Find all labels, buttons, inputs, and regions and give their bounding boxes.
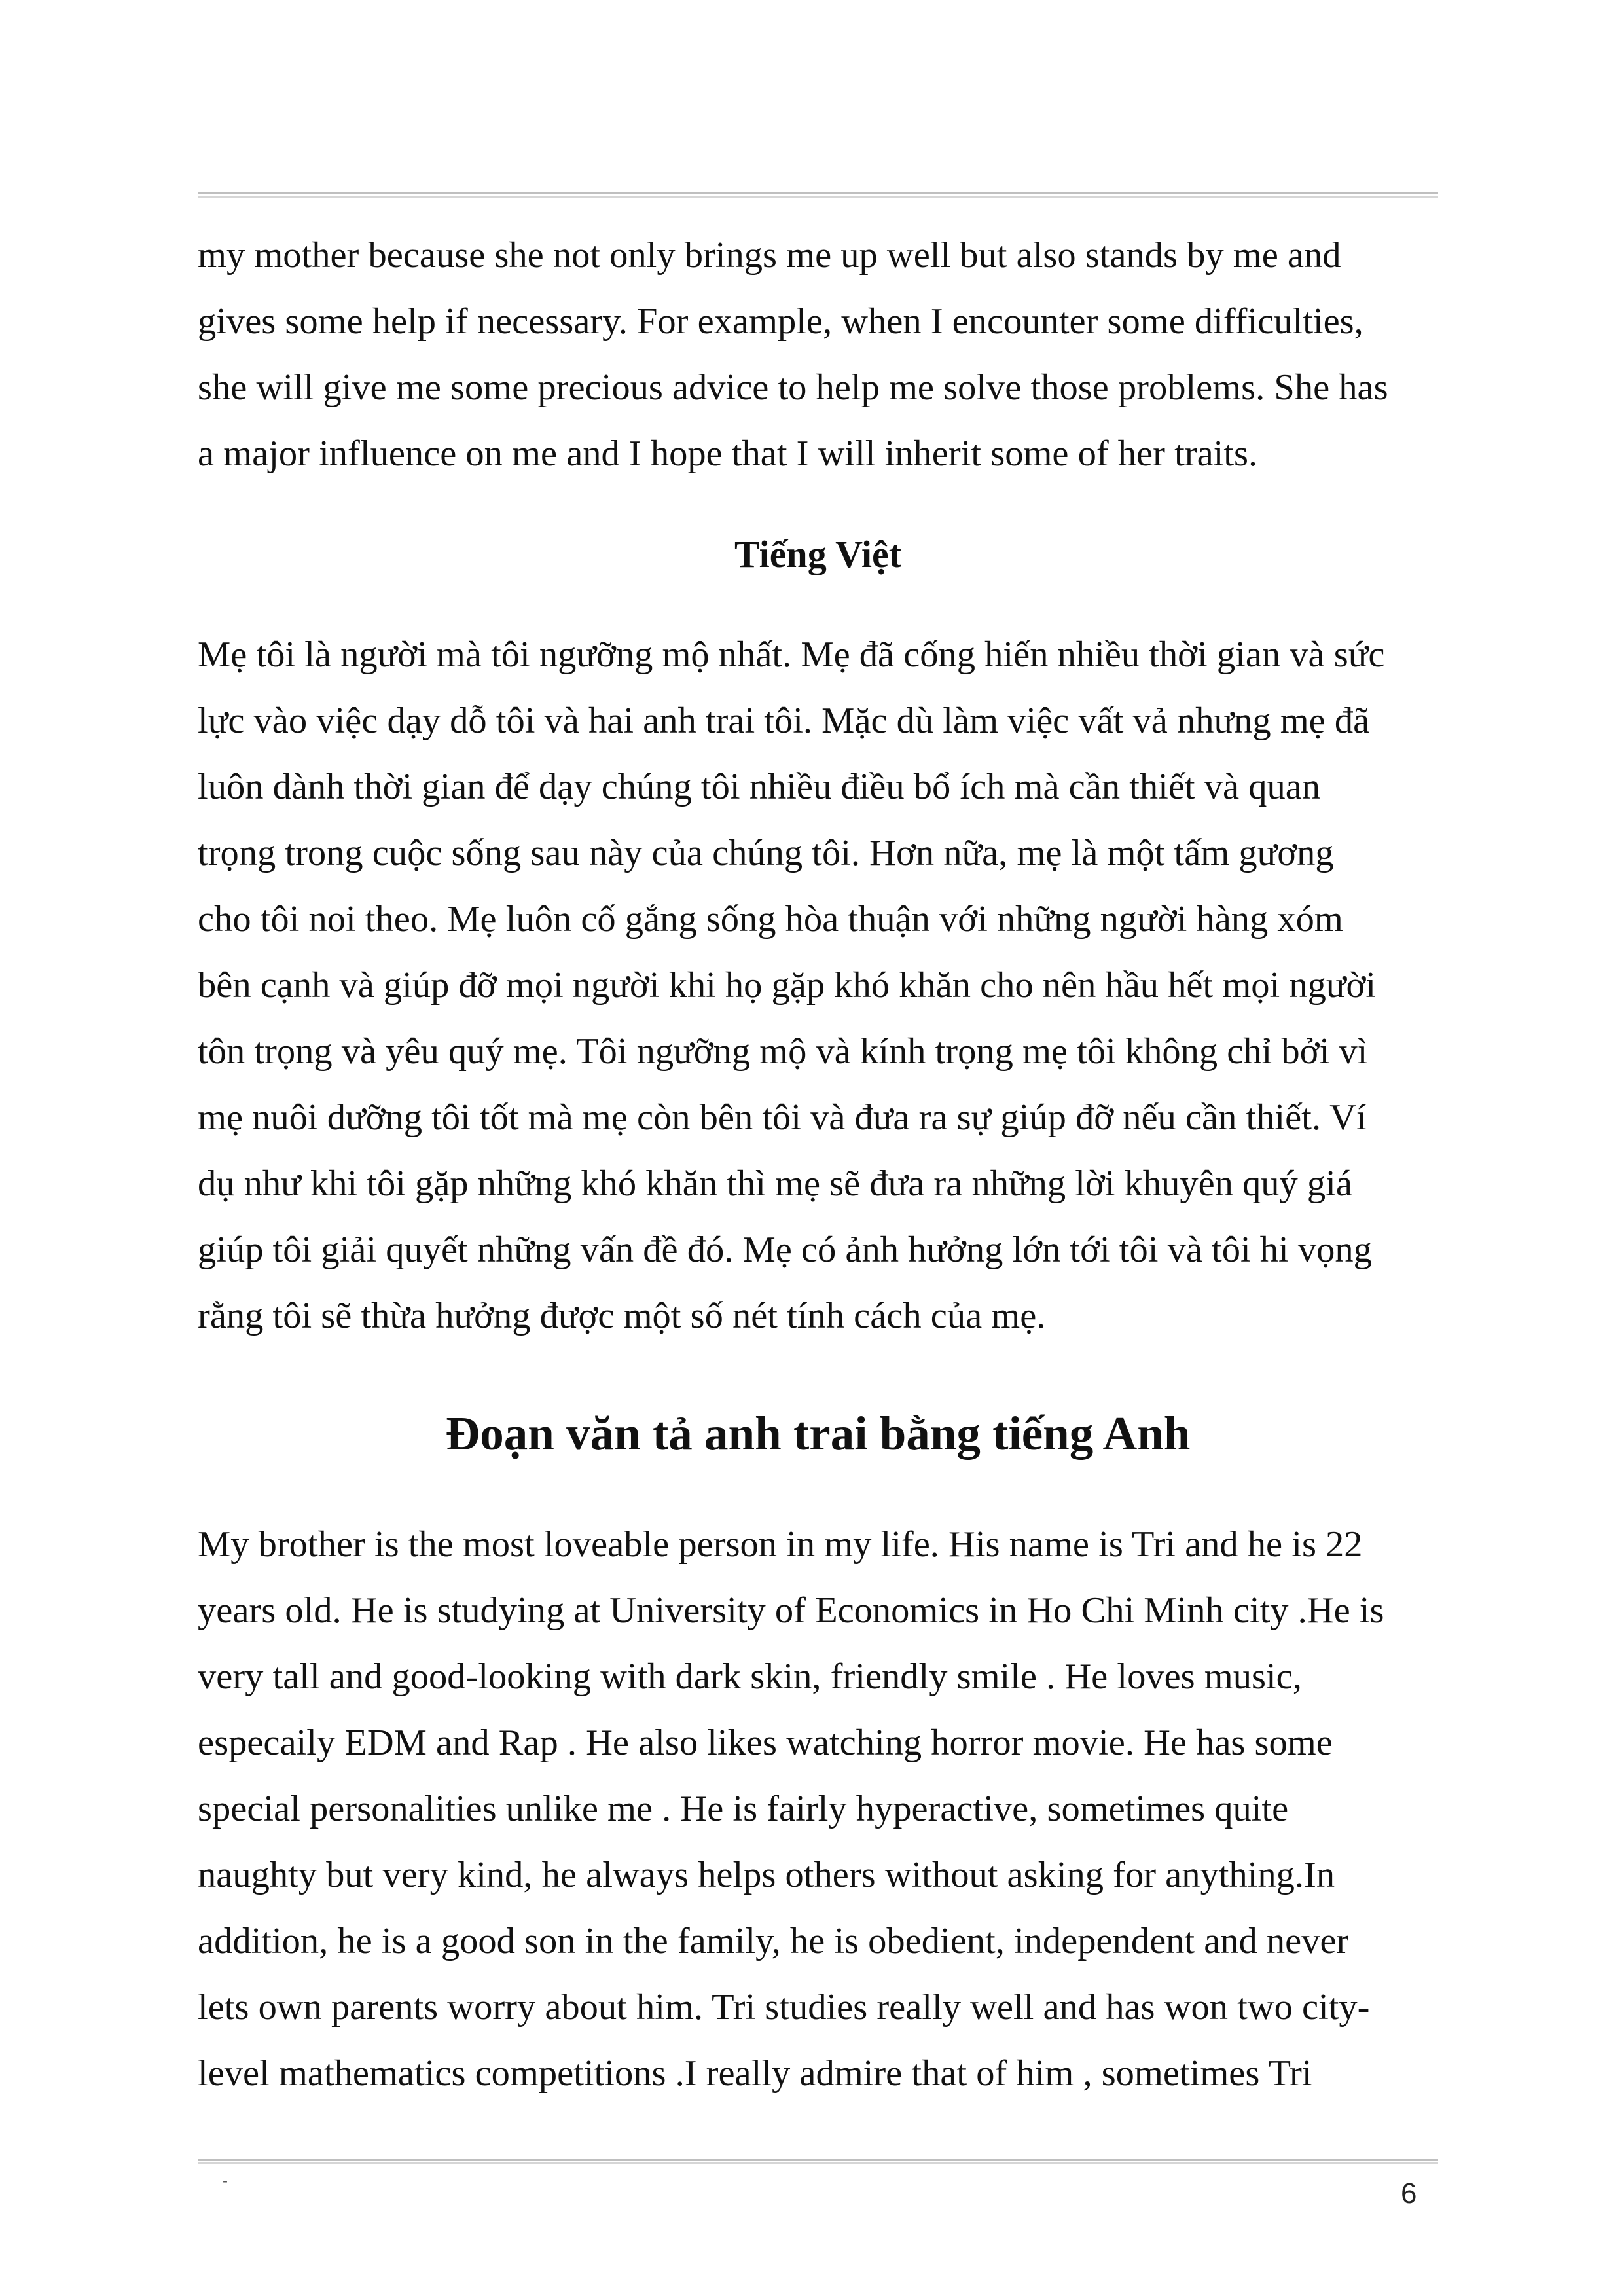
paragraph-line: very tall and good-looking with dark skin, friendly smile . He loves music, [198,1656,1302,1697]
brother-paragraph [198,1512,1438,2107]
paragraph-line: she will give me some precious advice to help me solve those problems. She has [198,367,1388,408]
paragraph-line: Mẹ tôi là người mà tôi ngưỡng mộ nhất. Mẹ đã cống hiến nhiều thời gian và sức [198,634,1385,675]
header-divider [198,192,1438,198]
footer-mark: - [223,2172,228,2190]
paragraph-line: lực vào việc dạy dỗ tôi và hai anh trai tôi. Mặc dù làm việc vất vả nhưng mẹ đã [198,701,1370,741]
paragraph-line: lets own parents worry about him. Tri studies really well and has won two city- [198,1987,1370,2028]
paragraph-line: naughty but very kind, he always helps others without asking for anything.In [198,1855,1335,1895]
paragraph-line: giúp tôi giải quyết những vấn đề đó. Mẹ có ảnh hưởng lớn tới tôi và tôi hi vọng [198,1230,1372,1270]
paragraph-line: rằng tôi sẽ thừa hưởng được một số nét tính cách của mẹ. [198,1296,1046,1336]
paragraph-line: years old. He is studying at University of Economics in Ho Chi Minh city .He is [198,1590,1384,1631]
paragraph-line: special personalities unlike me . He is fairly hyperactive, sometimes quite [198,1789,1289,1829]
paragraph-line: level mathematics competitions .I really admire that of him , sometimes Tri [198,2053,1312,2094]
paragraph-line: trọng trong cuộc sống sau này của chúng tôi. Hơn nữa, mẹ là một tấm gương [198,833,1334,873]
brother-section-heading: Đoạn văn tả anh trai bằng tiếng Anh [445,1407,1191,1460]
paragraph-line: especaily EDM and Rap . He also likes watching horror movie. He has some [198,1722,1333,1763]
footer-divider [198,2159,1438,2164]
paragraph-line: tôn trọng và yêu quý mẹ. Tôi ngưỡng mộ và kính trọng mẹ tôi không chỉ bởi vì [198,1031,1368,1072]
paragraph-line: dụ như khi tôi gặp những khó khăn thì mẹ sẽ đưa ra những lời khuyên quý giá [198,1163,1352,1204]
paragraph-line: luôn dành thời gian để dạy chúng tôi nhiều điều bổ ích mà cần thiết và quan [198,767,1321,807]
page-number: 6 [1401,2178,1417,2210]
paragraph-line: my mother because she not only brings me up well but also stands by me and [198,235,1341,276]
paragraph-line: bên cạnh và giúp đỡ mọi người khi họ gặp khó khăn cho nên hầu hết mọi người [198,965,1377,1006]
vietnamese-section-heading: Tiếng Việt [734,533,902,575]
vietnamese-paragraph [198,622,1438,1349]
paragraph-line: addition, he is a good son in the family, he is obedient, independent and never [198,1921,1349,1961]
paragraph-line: a major influence on me and I hope that I will inherit some of her traits. [198,433,1258,474]
intro-paragraph [198,223,1438,487]
paragraph-line: mẹ nuôi dưỡng tôi tốt mà mẹ còn bên tôi và đưa ra sự giúp đỡ nếu cần thiết. Ví [198,1097,1367,1138]
paragraph-line: gives some help if necessary. For example, when I encounter some difficulties, [198,301,1363,342]
paragraph-line: cho tôi noi theo. Mẹ luôn cố gắng sống hòa thuận với những người hàng xóm [198,899,1343,939]
paragraph-line: My brother is the most loveable person in my life. His name is Tri and he is 22 [198,1524,1363,1565]
